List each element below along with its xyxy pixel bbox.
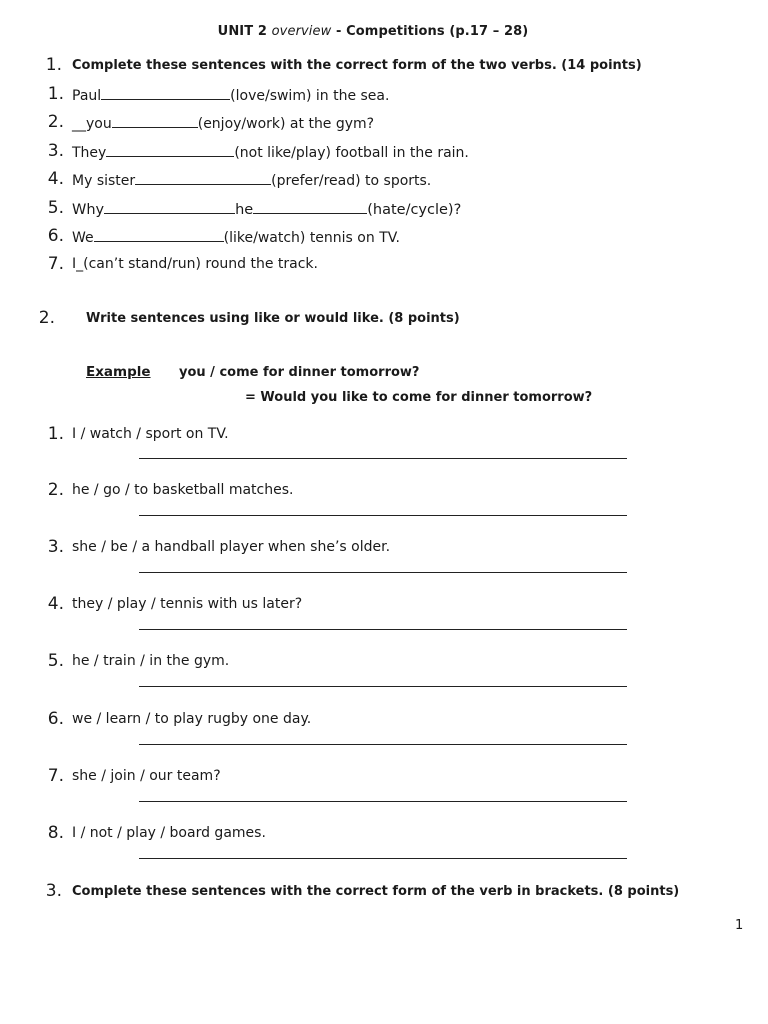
exercise-3-instruction: Complete these sentences with the correct form of the verb in brackets. (8 points) — [72, 884, 680, 899]
title-rest: - Competitions (p.17 – 28) — [336, 24, 529, 39]
ex1-item-4-number: 4. — [47, 169, 64, 189]
ex1-item-7 — [72, 256, 318, 272]
example-prompt: you / come for dinner tomorrow? — [179, 365, 420, 380]
ex2-item-1-answer-line[interactable] — [139, 458, 627, 459]
ex1-item-3 — [72, 143, 469, 161]
ex1-item-1 — [72, 86, 389, 104]
example-answer: = Would you like to come for dinner tomorrow? — [245, 390, 593, 405]
title-unit: UNIT 2 — [217, 24, 267, 39]
ex1-item-2-pre: __you — [72, 116, 112, 132]
ex1-item-6-post: (like/watch) tennis on TV. — [223, 230, 400, 246]
ex1-item-3-pre: They — [72, 145, 107, 161]
page-number: 1 — [735, 918, 744, 933]
exercise-2-number: 2. — [38, 308, 55, 328]
ex1-item-3-number: 3. — [47, 141, 64, 161]
ex2-item-6-number: 6. — [47, 709, 64, 729]
ex1-item-6-pre: We — [72, 230, 94, 246]
ex2-item-4: they / play / tennis with us later? — [72, 596, 303, 612]
example-label: Example — [86, 364, 151, 380]
exercise-1-number: 1. — [45, 55, 62, 75]
ex2-item-8-answer-line[interactable] — [139, 858, 627, 859]
ex1-item-7-number: 7. — [47, 254, 64, 274]
ex2-item-2: he / go / to basketball matches. — [72, 482, 294, 498]
exercise-2-instruction: Write sentences using like or would like. (8 points) — [86, 311, 460, 326]
ex1-item-5-blank-2[interactable] — [253, 200, 367, 214]
ex1-item-2-number: 2. — [47, 112, 64, 132]
ex2-item-8-number: 8. — [47, 823, 64, 843]
ex2-item-7: she / join / our team? — [72, 768, 221, 784]
ex2-item-5-answer-line[interactable] — [139, 686, 627, 687]
ex2-item-5: he / train / in the gym. — [72, 653, 230, 669]
ex2-item-3: she / be / a handball player when she’s older. — [72, 539, 391, 555]
ex2-item-7-number: 7. — [47, 766, 64, 786]
page-title — [0, 24, 746, 39]
ex1-item-4-post: (prefer/read) to sports. — [271, 173, 432, 189]
exercise-1-instruction: Complete these sentences with the correct form of the two verbs. (14 points) — [72, 58, 642, 73]
ex1-item-4 — [72, 171, 431, 189]
ex2-item-5-number: 5. — [47, 651, 64, 671]
ex1-item-6-number: 6. — [47, 226, 64, 246]
ex2-item-1-number: 1. — [47, 424, 64, 444]
ex2-item-4-answer-line[interactable] — [139, 629, 627, 630]
ex1-item-6-blank[interactable] — [94, 228, 224, 242]
ex2-item-8: I / not / play / board games. — [72, 825, 266, 841]
ex1-item-5-blank-1[interactable] — [104, 200, 235, 214]
ex1-item-5-mid: he — [235, 202, 254, 218]
ex1-item-4-blank[interactable] — [135, 171, 271, 185]
ex1-item-3-post: (not like/play) football in the rain. — [234, 145, 469, 161]
ex2-item-7-answer-line[interactable] — [139, 801, 627, 802]
ex2-item-2-number: 2. — [47, 480, 64, 500]
ex2-item-6-answer-line[interactable] — [139, 744, 627, 745]
ex1-item-4-pre: My sister — [72, 173, 136, 189]
ex2-item-1: I / watch / sport on TV. — [72, 426, 229, 442]
ex1-item-2 — [72, 114, 374, 132]
title-overview: overview — [271, 24, 332, 39]
ex2-item-3-answer-line[interactable] — [139, 572, 627, 573]
ex1-item-1-post: (love/swim) in the sea. — [230, 88, 390, 104]
ex1-item-5-pre: Why — [72, 202, 105, 218]
ex1-item-2-post: (enjoy/work) at the gym? — [197, 116, 375, 132]
ex1-item-7-text: I_(can’t stand/run) round the track. — [72, 256, 318, 272]
ex2-item-4-number: 4. — [47, 594, 64, 614]
ex1-item-2-blank[interactable] — [112, 114, 198, 128]
ex1-item-1-pre: Paul — [72, 88, 102, 104]
ex1-item-5 — [72, 200, 461, 218]
ex2-item-3-number: 3. — [47, 537, 64, 557]
ex1-item-1-number: 1. — [47, 84, 64, 104]
ex1-item-5-number: 5. — [47, 198, 64, 218]
ex1-item-6 — [72, 228, 400, 246]
ex1-item-3-blank[interactable] — [106, 143, 234, 157]
ex2-item-6: we / learn / to play rugby one day. — [72, 711, 312, 727]
ex1-item-1-blank[interactable] — [101, 86, 230, 100]
ex2-item-2-answer-line[interactable] — [139, 515, 627, 516]
ex1-item-5-post: (hate/cycle)? — [367, 202, 462, 218]
exercise-3-number: 3. — [45, 881, 62, 901]
